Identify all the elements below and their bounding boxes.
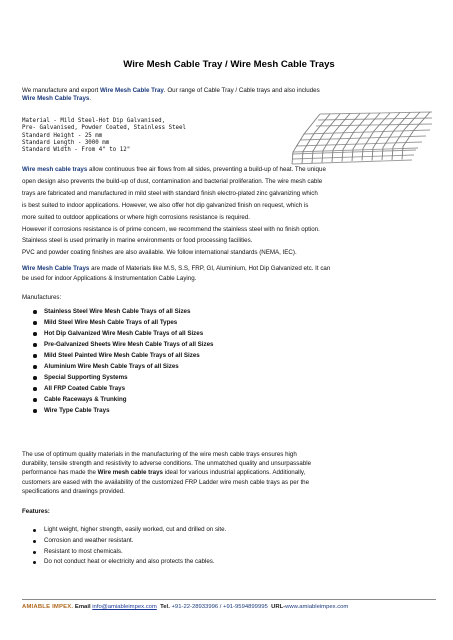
product-name-plural: Wire Mesh Cable Trays bbox=[22, 95, 90, 103]
company-name: AMIABLE IMPEX. bbox=[22, 604, 74, 610]
description-paragraph: Wire mesh cable trays allow continuous free air flows from all sides, preventing a build-up of heat. The unique open design also prevents the build-up of dust, contamination and bacterial proliferation. The wire mesh cable trays are fabricated and manufactured in mild steel with standard finish electro-plated zinc galvanizing which is best suited to indoor applications. However, we also offer hot dip galvanized finish on request, which is more suited to outdoor applications or where high corrosions resistance is required. However if corrosions resistance is of prime concern, we recommend the stainless steel with no finish option. Stainless steel is used primarily in marine environments or food processing facilities. PVC and powder coating finishes are also available. We follow international standards (NEMA, IEC). bbox=[22, 166, 326, 257]
list-item: All FRP Coated Cable Trays bbox=[22, 383, 436, 394]
website-link[interactable]: www.amiableimpex.com bbox=[285, 604, 349, 610]
quality-paragraph: The use of optimum quality materials in the manufacturing of the wire mesh cable trays ensures high durability, tensile strength and resistivity to adverse conditions. The unmatched quality and unsurpassable performance has made the Wire mesh cable trays ideal for various industrial applications. Additionally, customers are eased with the availability of the customized FRP Ladder wire mesh cable trays as per the specifications and drawings provided. bbox=[22, 451, 312, 495]
list-item: Aluminium Wire Mesh Cable Trays of all Sizes bbox=[22, 361, 436, 372]
manufactures-list bbox=[22, 306, 436, 416]
list-item: Special Supporting Systems bbox=[22, 372, 436, 383]
phone-numbers: +91-22-28933996 / +91-9594899995 bbox=[171, 604, 268, 610]
list-item: Cable Raceways & Trunking bbox=[22, 394, 436, 405]
footer-divider bbox=[22, 599, 436, 600]
list-item: Wire Type Cable Trays bbox=[22, 405, 436, 416]
list-item: Mild Steel Painted Wire Mesh Cable Trays of all Sizes bbox=[22, 350, 436, 361]
specs-block: Material - Mild Steel-Hot Dip Galvanised, Pre- Galvanised, Powder Coated, Stainless Steel Standard Height - 25 mm Standard Length - 3000 mm Standard Width - From 4" to 12" bbox=[22, 118, 187, 154]
list-item: Hot Dip Galvanized Wire Mesh Cable Trays of all Sizes bbox=[22, 328, 436, 339]
email-link[interactable]: info@amiableimpex.com bbox=[92, 604, 157, 610]
intro-paragraph: We manufacture and export Wire Mesh Cable Tray. Our range of Cable Tray / Cable trays and also includes Wire Mesh Cable Trays. bbox=[22, 87, 320, 103]
list-item: Pre-Galvanized Sheets Wire Mesh Cable Trays of all Sizes bbox=[22, 339, 436, 350]
list-item: Light weight, higher strength, easily worked, cut and drilled on site. bbox=[22, 525, 436, 536]
features-list bbox=[22, 525, 436, 568]
product-name: Wire Mesh Cable Tray bbox=[99, 87, 164, 94]
features-heading: Features: bbox=[22, 508, 50, 515]
list-item: Do not conduct heat or electricity and also protects the cables. bbox=[22, 557, 436, 568]
footer: AMIABLE IMPEX. Email info@amiableimpex.com Tel. +91-22-28933996 / +91-9594899995 URL-www.amiableimpex.com bbox=[22, 604, 349, 610]
list-item: Mild Steel Wire Mesh Cable Trays of all Types bbox=[22, 317, 436, 328]
manufactures-heading: Manufactures: bbox=[22, 294, 62, 301]
list-item: Resistant to most chemicals. bbox=[22, 547, 436, 558]
list-item: Stainless Steel Wire Mesh Cable Trays of all Sizes bbox=[22, 306, 436, 317]
cable-tray-photo bbox=[290, 110, 436, 166]
document-page bbox=[22, 0, 436, 640]
list-item: Corrosion and weather resistant. bbox=[22, 536, 436, 547]
page-title: Wire Mesh Cable Tray / Wire Mesh Cable Trays bbox=[123, 59, 335, 70]
materials-paragraph: Wire Mesh Cable Trays are made of Materials like M.S, S.S, FRP, GI, Aluminium, Hot Dip Galvanized etc. It can be used for indoor Applications & Instrumentation Cable Laying. bbox=[22, 265, 331, 282]
